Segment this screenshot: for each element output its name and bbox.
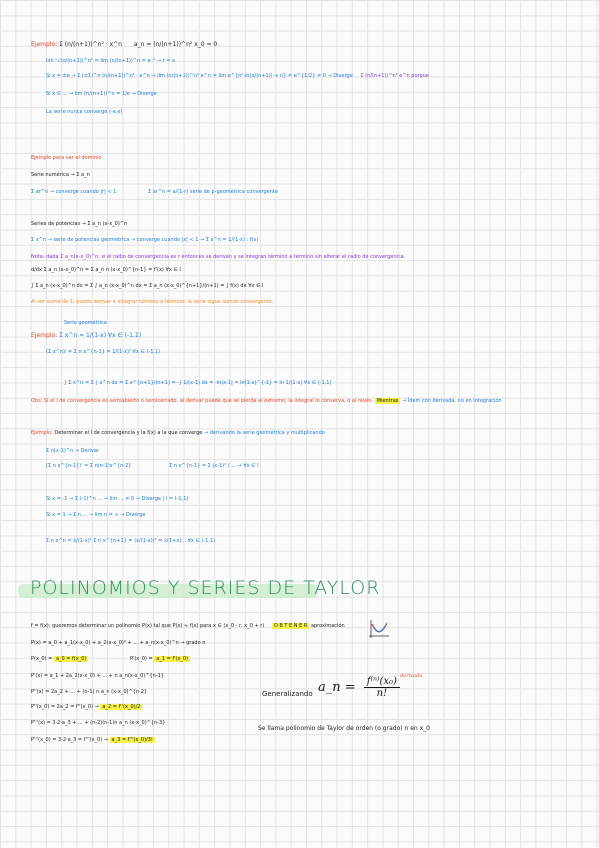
- taylor-title: POLINOMIOS Y SERIES DE TAYLOR: [30, 577, 381, 599]
- taylor-intro: f = f(x): queremos determinar un polinomio P(x) tal que P(x) ≈ f(x) para x ∈ (x_0 - r, x_0 + r): [31, 623, 265, 629]
- sec2-header: Ejemplo para ver el dominio: [31, 155, 102, 161]
- ex2-top: Serie geométrica: [64, 320, 107, 326]
- taylor-l6: P'''(x) = 3·2·a_3 + ... + (n-2)(n-1)n a_n (x-x_0)^{n-3}: [31, 720, 166, 726]
- sec2-note: Nota: dada Σ a_n(x-x_0)^n, si el radio de convergencia es r entonces se derivan y se integran término a término sin alterar el radio de convergencia.: [31, 254, 406, 260]
- formula-fraction: [364, 676, 400, 699]
- ex3-label: Ejemplo:: [31, 430, 53, 436]
- sec2-line2a: Σ ar^n → converge cuando |r| < 1: [31, 189, 117, 195]
- taylor-p0-left: P(x_0) =: [31, 656, 53, 662]
- sec2-line4: Σ x^n → serie de potencias geométrica → converge cuando |x| < 1 → Σ x^n = 1/(1-x) : f(x): [31, 237, 259, 243]
- ex3-note: → derivando la serie geométrica y multiplicando: [203, 430, 325, 436]
- taylor-highlight: O B T E N E R: [273, 623, 308, 629]
- ex1-series: Σ (n/(n+1))^n² · x^n: [59, 41, 122, 48]
- taylor-p1-highlight: a_1 = f'(x_0): [156, 656, 189, 662]
- sec2-line1: Serie numérica → Σ a_n: [31, 172, 90, 178]
- ex3-line4: Si x = 1 → Σ n ... → lim n = ∞ → Diverge: [46, 512, 146, 518]
- taylor-l3: P'(x) = a_1 + 2a_2(x-x_0) + ... + n a_n(x-x_0)^{n-1}: [31, 673, 164, 679]
- taylor-l5-left: P''(x_0) = 2a_2 = f''(x_0) →: [31, 704, 99, 710]
- sec2-line2b: Σ ar^n = a/(1-r) serie de p-geométrica convergente: [147, 189, 278, 195]
- taylor-l5-highlight: a_2 = f''(x_0)/2: [102, 704, 141, 710]
- derivative-tag: derivada: [400, 673, 423, 679]
- sec2-orange-note: Al ser suma de Σ, puedo derivar e integrar término a término: la serie sigue siendo convergente.: [31, 299, 274, 305]
- generalizing-label: Generalizando: [262, 690, 313, 698]
- taylor-l7-highlight: a_3 = f'''(x_0)/3!: [111, 737, 153, 743]
- ex3-line2a: (Σ n x^{n-1})' = Σ n(n-1)x^{n-2}: [46, 463, 132, 469]
- taylor-p-def: P(x) = a_0 + a_1(x-x_0) + a_2(x-x_0)² + ... + a_n(x-x_0)^n → grado n: [31, 640, 206, 646]
- ex1-line4: Si x ∈ ... → lim (n/(n+1))^n = 1/e → Diverge: [46, 91, 157, 97]
- ex3-intro: Determinar el I de convergencia y la f(x) a la que converge: [54, 430, 203, 436]
- ex2-line1: Σ x^n = 1/(1-x) ∀x ∈ (-1,1): [59, 332, 142, 339]
- ex2-label: Ejemplo:: [31, 332, 58, 339]
- ex3-line2b: Σ n x^{n-1} = Σ (x-1)² / ... → ∀x ∈ I: [169, 463, 259, 469]
- sec2-line3: Series de potencias → Σ a_n (x-x_0)^n: [31, 221, 128, 227]
- sec2-line5: d/dx Σ a_n (x-x_0)^n = Σ a_n n (x-x_0)^{n-1} = f'(x) ∀x ∈ I: [31, 267, 181, 273]
- ex1-line3-right: Σ (n/(n+1))^n² e^n porque: [360, 73, 429, 79]
- ex1-label: Ejemplo:: [31, 41, 58, 48]
- formula-denominator: n!: [376, 688, 388, 699]
- ex2-obs-highlight: Mientras: [376, 398, 399, 404]
- ex2-obs: Obs: Si el I de convergencia es semiabierto o semicerrado, al derivar puede que se pierda el extremo; la integral lo conserva, o al revés.: [31, 398, 374, 404]
- ex1-a-def: a_n = (n/(n+1))^n² x_0 = 0: [133, 41, 218, 48]
- ex2-line3: ∫ Σ x^n = Σ ∫ x^n dx = Σ x^{n+1}/(n+1) = -∫ 1/(x-1) dx = -ln|x-1| = ln(1-x)^{-1} = ln 1/(1-x) ∀x ∈ (-1,1): [64, 380, 332, 386]
- taylor-p1-left: P'(x_0) =: [129, 656, 153, 662]
- taylor-l4: P''(x) = 2a_2 + ... + (n-1) n a_n (x-x_0)^{n-2}: [31, 689, 148, 695]
- ex3-line1: Σ n(x-1)^n → Derivar: [46, 448, 99, 454]
- ex3-line3: Si x = -1 → Σ (-1)^n ... → lim ... ≠ 0 → Diverge | I = (-1,1): [46, 496, 189, 502]
- taylor-l7-left: P'''(x_0) = 3·2·a_3 = f'''(x_0) →: [31, 737, 108, 743]
- ex1-line3-left: Si x = ±e →: [46, 73, 76, 79]
- formula-lhs: a_n =: [318, 680, 356, 695]
- ex1-line3-mid: Σ (±1)^n (n/(n+1))^n² · e^n → lim (n/(n+1))^n² e^n = lim e^{n²·ln(n/(n+1)) + n} = e^{1/2} ≠ 0 → Diverge: [77, 73, 353, 79]
- formula-numerator: f⁽ⁿ⁾(x₀): [364, 676, 400, 688]
- taylor-p0-highlight: a_0 = f(x_0): [55, 656, 87, 662]
- general-coefficient-formula: [318, 673, 423, 699]
- ex2-line2: (Σ x^n)' = Σ n x^{n-1} = 1/(1-x)² ∀x ∈ (-1,1): [46, 349, 161, 355]
- ex1-line2: lim ⁿ√(n/(n+1))^n² = lim (n/(n+1))^n = e⁻¹ → r = e: [46, 58, 176, 64]
- taylor-called: Se llama polinomio de Taylor de orden (o grado) n en x_0: [258, 725, 430, 732]
- taylor-intro-tail: aproximación: [310, 623, 345, 629]
- ex2-obs-tail: → Ídem con derivada, no en integración: [401, 398, 502, 404]
- ex1-conclusion: La serie nunca converge (-e,e): [46, 109, 123, 115]
- ex3-line5: Σ n x^n = x/(1-x)² Σ n x^{n+1} = (x/(1-x))² = x(1+x)... ∀x ∈ (-1,1): [46, 538, 216, 544]
- sec2-line6: ∫ Σ a_n (x-x_0)^n dx = Σ ∫ a_n (x-x_0)^n dx = Σ a_n (x-x_0)^{n+1}/(n+1) = ∫ f(x) dx ∀x ∈ I: [31, 283, 264, 289]
- approximation-graph-icon: [368, 618, 390, 640]
